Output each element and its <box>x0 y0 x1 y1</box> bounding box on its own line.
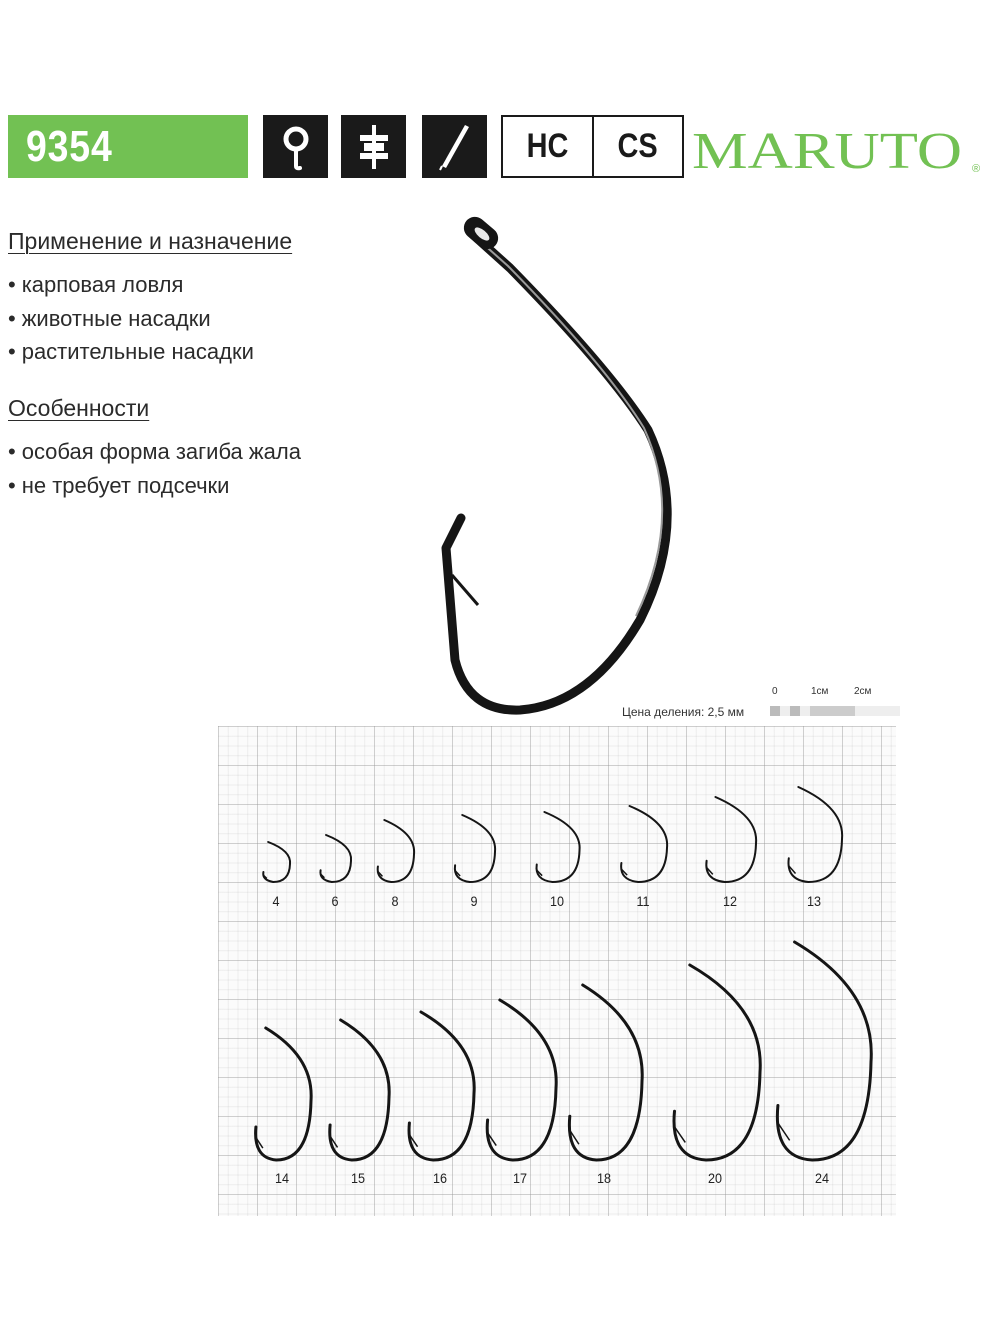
hook-size-10 <box>537 812 580 882</box>
size-label: 20 <box>707 1170 723 1186</box>
size-label: 12 <box>722 893 738 909</box>
size-label: 8 <box>391 893 399 909</box>
list-item: • карповая ловля <box>8 268 254 302</box>
usage-heading: Применение и назначение <box>8 228 293 254</box>
features-heading: Особенности <box>8 395 150 421</box>
size-label: 15 <box>350 1170 366 1186</box>
size-label: 24 <box>814 1170 830 1186</box>
list-item: • не требует подсечки <box>8 469 301 503</box>
hook-size-6 <box>320 835 351 882</box>
svg-text:MARUTO: MARUTO <box>692 123 962 180</box>
size-label: 16 <box>432 1170 448 1186</box>
scale-label: 0 <box>772 686 778 697</box>
hook-size-9 <box>455 815 495 882</box>
model-number: 9354 <box>26 122 113 171</box>
hook-size-14 <box>256 1028 312 1160</box>
list-item: • особая форма загиба жала <box>8 435 301 469</box>
size-label: 17 <box>512 1170 528 1186</box>
size-label: 4 <box>272 893 280 909</box>
size-label: 10 <box>549 893 565 909</box>
size-label: 13 <box>806 893 822 909</box>
list-item: • растительные насадки <box>8 335 254 369</box>
code-cs: CS <box>592 117 683 176</box>
hook-size-17 <box>487 1000 556 1160</box>
hook-size-11 <box>621 806 667 882</box>
hook-size-4 <box>263 842 290 882</box>
scale-label: 2см <box>854 686 872 697</box>
code-hc: HC <box>526 127 569 165</box>
division-label: Цена деления: 2,5 мм <box>622 705 745 719</box>
hook-size-16 <box>409 1012 474 1160</box>
list-item: • животные насадки <box>8 302 254 336</box>
size-label: 6 <box>331 893 339 909</box>
hook-size-18 <box>569 985 642 1160</box>
size-label: 11 <box>636 893 650 909</box>
hook-size-13 <box>788 787 842 882</box>
hook-size-8 <box>378 820 414 882</box>
hook-size-12 <box>706 797 756 882</box>
hook-size-24 <box>777 942 871 1160</box>
size-label: 18 <box>596 1170 612 1186</box>
svg-text:®: ® <box>972 163 981 175</box>
hook-size-15 <box>330 1020 389 1160</box>
size-label: 14 <box>274 1170 290 1186</box>
size-label: 9 <box>470 893 478 909</box>
scale-label: 1см <box>811 686 829 697</box>
hook-size-20 <box>674 965 760 1160</box>
